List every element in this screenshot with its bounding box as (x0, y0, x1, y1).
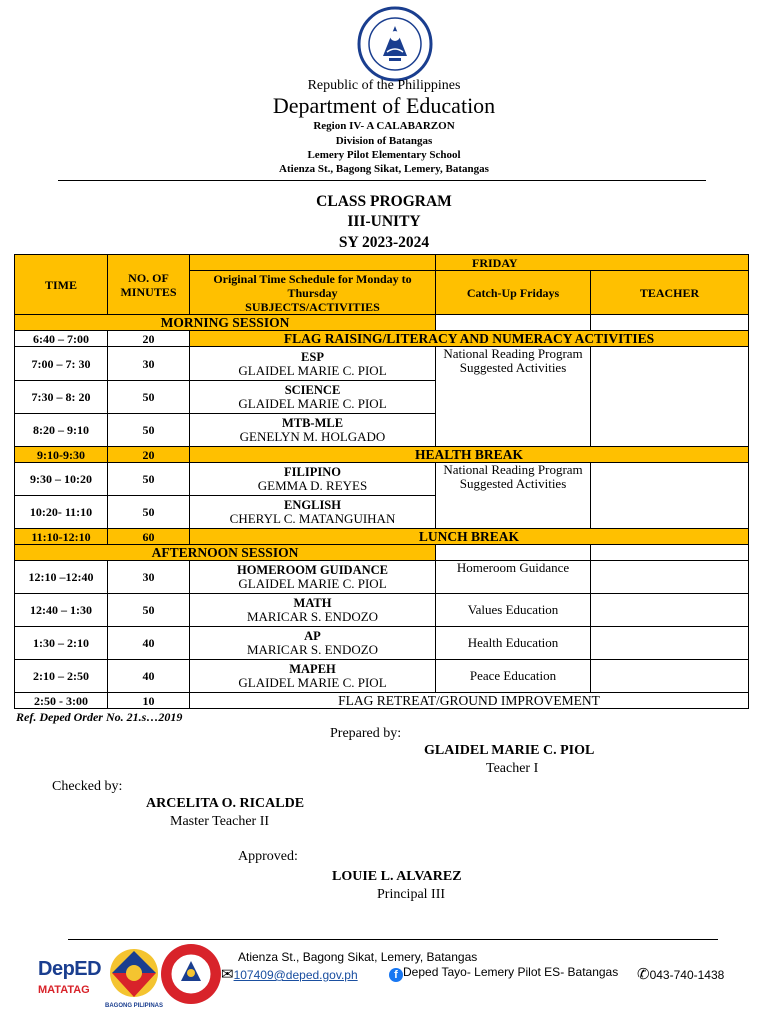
footer-phone (637, 965, 724, 983)
prepared-label: Prepared by: (330, 726, 402, 741)
facebook-icon: f (389, 968, 403, 982)
email-link[interactable]: 107409@deped.gov.ph (233, 968, 358, 982)
row-minutes: 10 (108, 693, 190, 709)
approved-title: Principal III (377, 887, 446, 902)
header-friday: FRIDAY (436, 255, 749, 271)
row-catchup: Homeroom Guidance (436, 561, 591, 594)
subject-name: MAPEH (289, 662, 336, 676)
row-minutes: 50 (108, 414, 190, 447)
row-time: 9:30 – 10:20 (15, 463, 108, 496)
phone-number: 043-740-1438 (649, 968, 725, 982)
table-row (15, 594, 749, 627)
header-original-schedule: Original Time Schedule for Monday to Thursday (213, 271, 412, 300)
afternoon-session-label: AFTERNOON SESSION (15, 545, 436, 561)
checked-title: Master Teacher II (170, 814, 270, 829)
row-minutes: 50 (108, 594, 190, 627)
row-minutes: 40 (108, 627, 190, 660)
row-time: 12:40 – 1:30 (15, 594, 108, 627)
table-row (15, 347, 749, 381)
subject-teacher: CHERYL C. MATANGUIHAN (229, 511, 396, 526)
row-subject (190, 347, 436, 381)
row-subject (190, 594, 436, 627)
row-subject (190, 414, 436, 447)
catchup-nrp-morning: National Reading Program Suggested Activities (436, 347, 591, 447)
row-time: 1:30 – 2:10 (15, 627, 108, 660)
row-time: 10:20- 11:10 (15, 496, 108, 529)
row-minutes: 30 (108, 347, 190, 381)
table-row (15, 447, 749, 463)
country-name: Republic of the Philippines (307, 78, 461, 93)
footer-divider (68, 939, 718, 940)
subject-teacher: MARICAR S. ENDOZO (246, 642, 379, 657)
subject-teacher: MARICAR S. ENDOZO (246, 609, 379, 624)
table-row (15, 463, 749, 496)
header-time: TIME (15, 255, 108, 315)
school-name: Lemery Pilot Elementary School (307, 149, 461, 161)
row-catchup: Health Education (436, 627, 591, 660)
row-subject (190, 496, 436, 529)
facebook-page: Deped Tayo- Lemery Pilot ES- Batangas (403, 965, 619, 979)
department-name: Department of Education (272, 93, 496, 118)
table-row (15, 693, 749, 709)
subject-name: MATH (293, 596, 332, 610)
row-subject (190, 463, 436, 496)
mail-icon: ✉ (221, 966, 234, 983)
subject-name: FILIPINO (284, 465, 341, 479)
subject-teacher: GLAIDEL MARIE C. PIOL (238, 362, 387, 378)
subject-teacher: GEMMA D. REYES (257, 478, 368, 493)
subject-teacher: GLAIDEL MARIE C. PIOL (238, 675, 387, 690)
header-subjects (190, 271, 436, 315)
row-catchup: Peace Education (436, 660, 591, 693)
subject-name: ESP (301, 349, 324, 364)
row-minutes: 20 (108, 447, 190, 463)
checked-name: ARCELITA O. RICALDE (146, 796, 305, 811)
matatag-logo-text: MATATAG (38, 984, 90, 996)
row-time: 6:40 – 7:00 (15, 331, 108, 347)
row-minutes: 60 (108, 529, 190, 545)
subject-name: MTB-MLE (281, 416, 344, 430)
prepared-name: GLAIDEL MARIE C. PIOL (424, 743, 595, 758)
row-subject (190, 561, 436, 594)
deped-logo-text: DepED (38, 958, 102, 980)
prepared-title: Teacher I (486, 761, 539, 776)
class-program-table (14, 254, 749, 709)
row-minutes: 30 (108, 561, 190, 594)
row-subject (190, 660, 436, 693)
subject-name: HOMEROOM GUIDANCE (236, 563, 389, 577)
approved-name: LOUIE L. ALVAREZ (332, 869, 462, 884)
header-divider (58, 180, 706, 181)
deped-seal-logo (351, 6, 439, 82)
school-address: Atienza St., Bagong Sikat, Lemery, Batangas (279, 163, 489, 175)
row-catchup: Values Education (436, 594, 591, 627)
row-minutes: 50 (108, 463, 190, 496)
row-activity: HEALTH BREAK (190, 447, 749, 463)
row-time: 8:20 – 9:10 (15, 414, 108, 447)
school-year: SY 2023-2024 (338, 234, 430, 251)
footer-address: Atienza St., Bagong Sikat, Lemery, Batangas (238, 950, 478, 964)
catchup-nrp-midmorning: National Reading Program Suggested Activities (436, 463, 591, 529)
region-name: Region IV- A CALABARZON (313, 120, 455, 132)
subject-teacher: GLAIDEL MARIE C. PIOL (238, 396, 387, 411)
row-time: 9:10-9:30 (15, 447, 108, 463)
header-teacher: TEACHER (591, 271, 749, 315)
reference-note: Ref. Deped Order No. 21.s…2019 (16, 710, 183, 724)
program-title: CLASS PROGRAM (316, 193, 452, 210)
row-minutes: 50 (108, 496, 190, 529)
row-subject (190, 381, 436, 414)
subject-teacher: GLAIDEL MARIE C. PIOL (238, 576, 387, 591)
table-row (15, 627, 749, 660)
header-minutes: NO. OF MINUTES (108, 255, 190, 315)
row-time: 7:30 – 8: 20 (15, 381, 108, 414)
school-logo (160, 943, 222, 1005)
morning-session-label: MORNING SESSION (15, 315, 436, 331)
footer-email[interactable] (221, 965, 358, 983)
row-activity: LUNCH BREAK (190, 529, 749, 545)
section-name: III-UNITY (347, 213, 421, 230)
approved-label: Approved: (238, 849, 298, 864)
division-name: Division of Batangas (335, 135, 433, 147)
row-activity: FLAG RAISING/LITERACY AND NUMERACY ACTIVITIES (190, 331, 749, 347)
phone-icon: ✆ (637, 966, 650, 983)
row-minutes: 50 (108, 381, 190, 414)
row-minutes: 40 (108, 660, 190, 693)
subject-name: ENGLISH (284, 498, 341, 512)
row-time: 12:10 –12:40 (15, 561, 108, 594)
row-time: 7:00 – 7: 30 (15, 347, 108, 381)
row-time: 2:10 – 2:50 (15, 660, 108, 693)
header-subjects-activities: SUBJECTS/ACTIVITIES (245, 299, 380, 314)
table-row (15, 561, 749, 594)
table-row (15, 331, 749, 347)
row-time: 11:10-12:10 (15, 529, 108, 545)
footer-facebook[interactable] (389, 965, 618, 982)
subject-name: AP (304, 629, 321, 643)
row-minutes: 20 (108, 331, 190, 347)
row-activity: FLAG RETREAT/GROUND IMPROVEMENT (190, 693, 749, 709)
bagong-logo-text: BAGONG PILIPINAS (104, 1003, 164, 1009)
deped-matatag-logo (36, 950, 102, 1008)
subject-name: SCIENCE (284, 383, 341, 397)
row-subject (190, 627, 436, 660)
bagong-pilipinas-logo (104, 945, 164, 1011)
header-catchup: Catch-Up Fridays (436, 271, 591, 315)
checked-label: Checked by: (52, 779, 123, 794)
subject-teacher: GENELYN M. HOLGADO (239, 429, 386, 444)
table-row (15, 660, 749, 693)
row-time: 2:50 - 3:00 (15, 693, 108, 709)
table-row (15, 529, 749, 545)
